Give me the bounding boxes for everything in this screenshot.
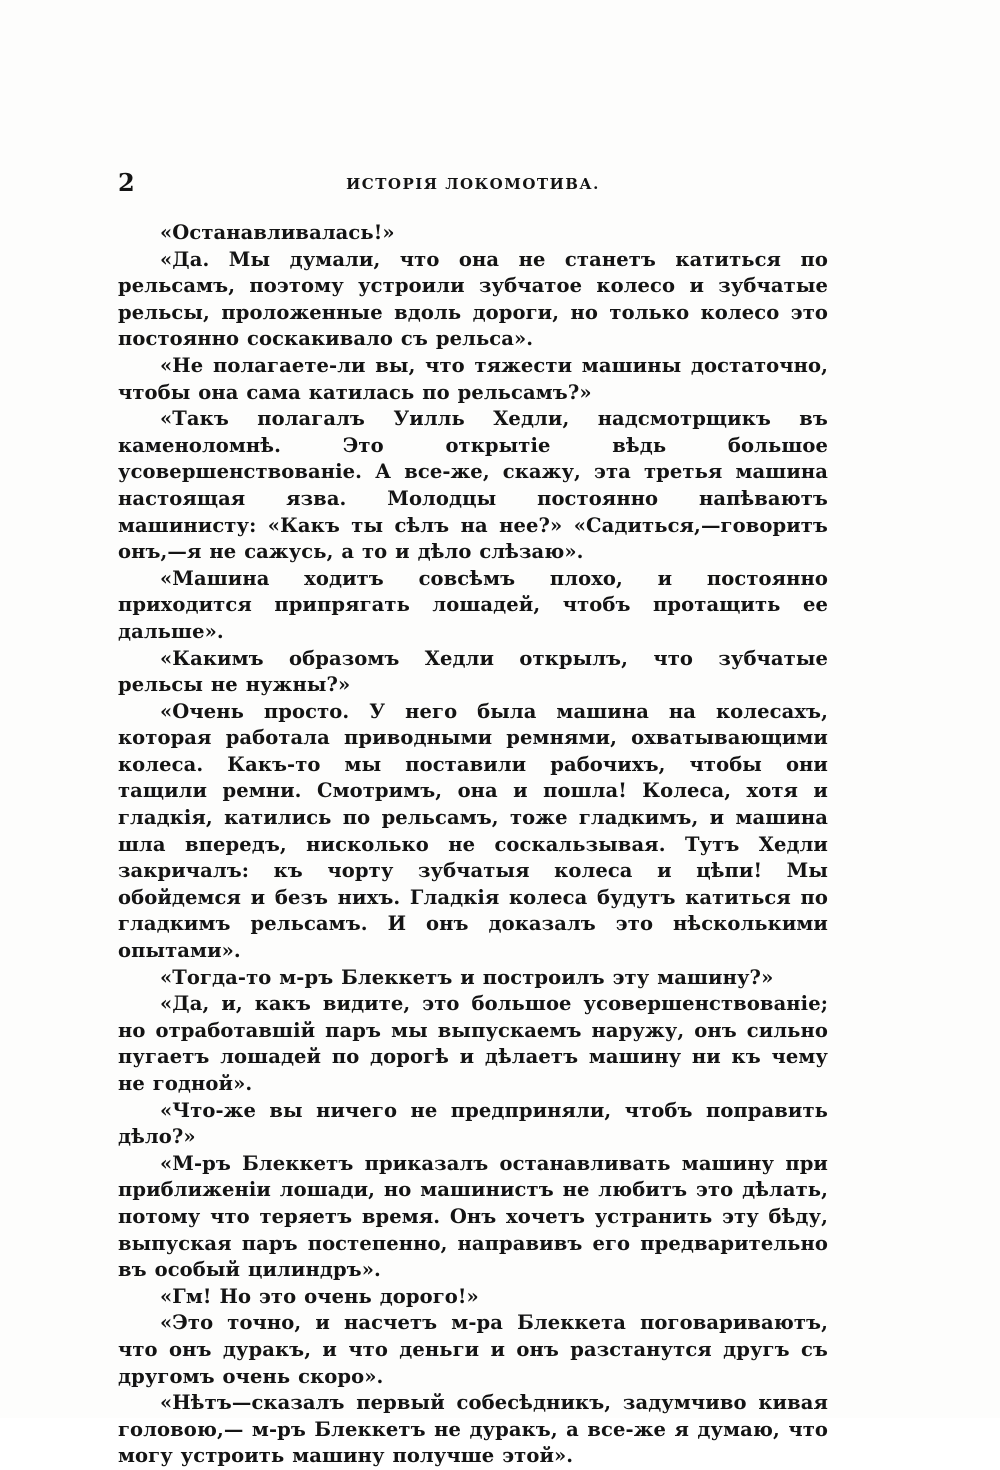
body-text: [118, 220, 828, 1470]
paragraph: «Не полагаете-ли вы, что тяжести машины достаточно, чтобы она сама катилась по рельсамъ?»: [118, 353, 828, 404]
paragraph: «Да. Мы думали, что она не станетъ катиться по рельсамъ, поэтому устроили зубчатое колесо и зубчатые рельсы, проложенные вдоль дороги, но только колесо это постоянно соскакивало съ рельса».: [118, 247, 828, 351]
running-head: [118, 168, 828, 198]
paragraph: «М-ръ Блеккетъ приказалъ останавливать машину при приближеніи лошади, но машинистъ не любитъ это дѣлать, потому что теряетъ время. Онъ хочетъ устранить эту бѣду, выпуская паръ постепенно, направивъ его предварительно въ особый цилиндръ».: [118, 1151, 828, 1282]
paragraph: «Машина ходитъ совсѣмъ плохо, и постоянно приходится припрягать лошадей, чтобъ протащить ее дальше».: [118, 566, 828, 643]
paragraph: «Да, и, какъ видите, это большое усовершенствованіе; но отработавшій паръ мы выпускаемъ наружу, онъ сильно пугаетъ лошадей по дорогѣ и дѣлаетъ машину ни къ чему не годной».: [118, 992, 828, 1095]
paragraph: «Что-же вы ничего не предприняли, чтобъ поправить дѣло?»: [118, 1098, 828, 1149]
paragraph: «Нѣтъ—сказалъ первый собесѣдникъ, задумчиво кивая головою,— м-ръ Блеккетъ не дуракъ, а все-же я думаю, что могу устроить машину получше этой».: [118, 1391, 828, 1468]
paragraph: «Останавливалась!»: [160, 221, 395, 244]
page-number: 2: [118, 168, 135, 197]
paragraph: «Тогда-то м-ръ Блеккетъ и построилъ эту машину?»: [160, 965, 774, 989]
paragraph: «Какимъ образомъ Хедли открылъ, что зубчатые рельсы не нужны?»: [118, 646, 828, 697]
paragraph: «Очень просто. У него была машина на колесахъ, которая работала приводными ремнями, охватывающими колеса. Какъ-то мы поставили рабочихъ, чтобы они тащили ремни. Смотримъ, она и пошла! Колеса, хотя и гладкія, катились по рельсамъ, тоже гладкимъ, и машина шла впередъ, нисколько не соскальзывая. Тутъ Хедли закричалъ: къ чорту зубчатыя колеса и цѣпи! Мы обойдемся и безъ нихъ. Гладкія колеса будутъ катиться по гладкимъ рельсамъ. И онъ доказалъ это нѣсколькими опытами».: [118, 699, 828, 963]
book-title: ИСТОРІЯ ЛОКОМОТИВА.: [346, 175, 600, 193]
paragraph: «Это точно, и насчетъ м-ра Блеккета поговариваютъ, что онъ дуракъ, и что деньги и онъ разстанутся другъ съ другомъ очень скоро».: [118, 1311, 828, 1388]
paragraph: «Гм! Но это очень дорого!»: [160, 1284, 479, 1308]
paragraph: «Такъ полагалъ Уилль Хедли, надсмотрщикъ въ каменоломнѣ. Это открытіе вѣдь большое усовершенствованіе. А все-же, скажу, эта третья машина настоящая язва. Молодцы постоянно напѣваютъ машинисту: «Какъ ты сѣлъ на нее?» «Садиться,—говоритъ онъ,—я не сажусь, а то и дѣло слѣзаю».: [118, 407, 828, 564]
